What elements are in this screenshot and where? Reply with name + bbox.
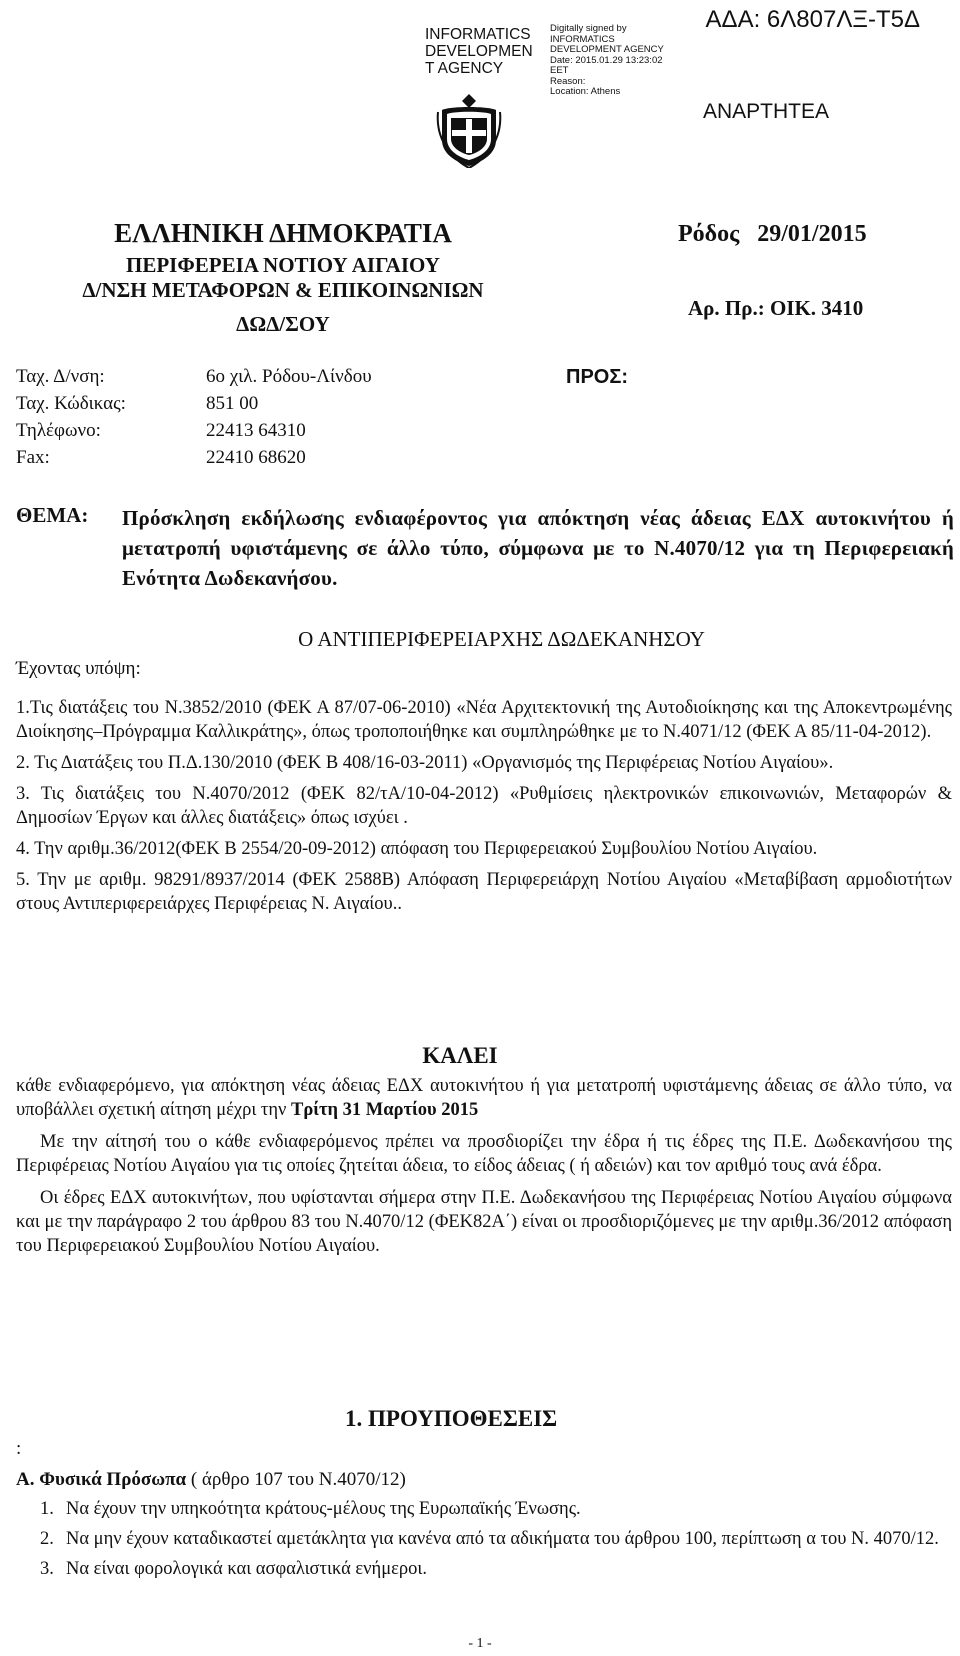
list-item-text: Να μην έχουν καταδικαστεί αμετάκλητα για κανένα από τα αδικήματα του άρθρου 100, περίπτωση α του Ν. 4070/12. [66,1529,939,1549]
persons-heading-bold: Α. Φυσικά Πρόσωπα [16,1469,187,1490]
provision-item: 2. Τις Διατάξεις του Π.Δ.130/2010 (ΦΕΚ Β 408/16-03-2011) «Οργανισμός της Περιφέρειας Νοτίου Αιγαίου». [16,753,834,773]
signature-line: Digitally signed by [550,23,627,34]
persons-heading [16,1469,406,1491]
signature-line: Reason: [550,75,586,87]
provisions-list [16,696,952,923]
signature-line: Date: 2015.01.29 13:23:02 [550,54,663,66]
provision-item: 4. Την αριθμ.36/2012(ΦΕΚ Β 2554/20-09-2012) απόφαση του Περιφερειακού Συμβουλίου Νοτίου Αιγαίου. [16,839,818,859]
contact-label: Fax: [16,447,50,468]
colon-mark: : [16,1438,22,1459]
deadline-date: Τρίτη 31 Μαρτίου 2015 [291,1100,479,1120]
provision-item: 3. Τις διατάξεις του Ν.4070/2012 (ΦΕΚ 82/τΑ/10-04-2012) «Ρυθμίσεις ηλεκτρονικών επικοινωνιών, Μεταφορών & Δημοσίων Έργων και άλλες διατάξεις» όπως ισχύει . [16,784,952,828]
official-title [0,627,960,652]
contact-label: Ταχ. Δ/νση: [16,366,105,387]
list-item [40,1557,952,1581]
requirements-list [40,1497,952,1587]
signature-line: INFORMATICS [550,33,615,45]
calls-paragraph: Οι έδρες ΕΔΧ αυτοκινήτων, που υφίστανται σήμερα στην Π.Ε. Δωδεκανήσου της Περιφέρειας Νοτίου Αιγαίου σύμφωνα και με την παράγραφο 2 του άρθρου 83 του Ν.4070/12 (ΦΕΚ82Α΄) είναι οι προσδιοριζόμενες με την αριθμ.36/2012 απόφαση του Περιφερειακού Συμβουλίου Νοτίου Αιγαίου. [16,1188,952,1256]
contact-label: Τηλέφωνο: [16,420,101,441]
calls-text: κάθε ενδιαφερόμενο, για απόκτηση νέας άδειας ΕΔΧ αυτοκινήτου ή για μετατροπή υφιστάμενης άδειας σε άλλο τύπο, να υποβάλλει σχετική αίτηση μέχρι την [16,1076,952,1120]
page-number: - 1 - [468,1636,492,1651]
list-item-text: Να έχουν την υπηκοότητα κράτους-μέλους της Ευρωπαϊκής Ένωσης. [66,1499,581,1519]
persons-heading-ref: ( άρθρο 107 του Ν.4070/12) [186,1469,406,1490]
contact-value: 22413 64310 [206,420,306,441]
place-date: Ρόδος 29/01/2015 [678,221,867,247]
calls-title: ΚΑΛΕΙ [422,1043,498,1068]
contact-value: 6ο χιλ. Ρόδου-Λίνδου [206,366,372,387]
region-title: ΠΕΡΙΦΕΡΕΙΑ ΝΟΤΙΟΥ ΑΙΓΑΙΟΥ [126,253,440,277]
list-item [40,1527,952,1551]
signature-line: Location: Athens [550,86,621,97]
calls-paragraph [16,1074,952,1122]
contact-value: 22410 68620 [206,447,306,468]
list-item-number: 2. [40,1529,54,1549]
protocol-number: Αρ. Πρ.: ΟΙΚ. 3410 [688,296,864,320]
recipient-label: ΠΡΟΣ: [566,366,629,388]
provision-item: 1.Τις διατάξεις του Ν.3852/2010 (ΦΕΚ Α 87/07-06-2010) «Νέα Αρχιτεκτονική της Αυτοδιοίκησης και της Αποκεντρωμένης Διοίκησης–Πρόγραμμα Καλλικράτης», όπως τροποποιήθηκε και συμπληρώθηκε με το Ν.4071/12 (ΦΕΚ Α 85/11-04-2012). [16,698,952,742]
contact-label: Ταχ. Κώδικας: [16,393,126,414]
state-title: ΕΛΛΗΝΙΚΗ ΔΗΜΟΚΡΑΤΙΑ [114,218,452,248]
list-item-number: 1. [40,1499,54,1519]
calls-paragraph: Με την αίτησή του ο κάθε ενδιαφερόμενος πρέπει να προσδιορίζει την έδρα ή τις έδρες της Π.Ε. Δωδεκανήσου της Περιφέρειας Νοτίου Αιγαίου για τις οποίες ζητείται άδεια, το είδος άδειας ( ή αδειών) και τον αριθμό τους ανά έδρα. [16,1132,952,1176]
official-title-text: Ο ΑΝΤΙΠΕΡΙΦΕΡΕΙΑΡΧΗΣ ΔΩΔΕΚΑΝΗΣΟΥ [298,627,705,651]
greek-coat-of-arms-icon [436,92,502,168]
contact-value: 851 00 [206,393,259,414]
signature-organization: INFORMATICS DEVELOPMEN T AGENCY [425,26,533,77]
post-label: ΑΝΑΡΤΗΤΕΑ [703,100,830,123]
list-item-text: Να είναι φορολογικά και ασφαλιστικά ενήμεροι. [66,1559,427,1579]
subject-text: Πρόσκληση εκδήλωσης ενδιαφέροντος για απόκτηση νέας άδειας ΕΔΧ αυτοκινήτου ή μετατροπή υφιστάμενης σε άλλο τύπο, σύμφωνα με το Ν.4070/12 για τη Περιφερειακή Ενότητα Δωδεκανήσου. [122,506,954,590]
subject-label: ΘΕΜΑ: [16,503,89,527]
section-title: 1. ΠΡΟΥΠΟΘΕΣΕΙΣ [345,1406,558,1431]
considering-label: Έχοντας υπόψη: [16,658,141,679]
list-item-number: 3. [40,1559,54,1579]
signature-line: DEVELOPMENT AGENCY [550,44,664,55]
signature-line: EET [550,65,569,76]
department-title: ΔΩΔ/ΣΟΥ [236,312,330,336]
provision-item: 5. Την με αριθμ. 98291/8937/2014 (ΦΕΚ 2588Β) Απόφαση Περιφερειάρχη Νοτίου Αιγαίου «Μεταβίβαση αρμοδιοτήτων στους Αντιπεριφερειάρχες Περιφέρειας Ν. Αιγαίου.. [16,870,952,914]
signature-details [550,24,680,98]
ada-code: ΑΔΑ: 6Λ807ΛΞ-Τ5Δ [705,6,920,33]
list-item [40,1497,952,1521]
calls-body [16,1074,952,1266]
directorate-title: Δ/ΝΣΗ ΜΕΤΑΦΟΡΩΝ & ΕΠΙΚΟΙΝΩΝΙΩΝ [82,278,484,302]
